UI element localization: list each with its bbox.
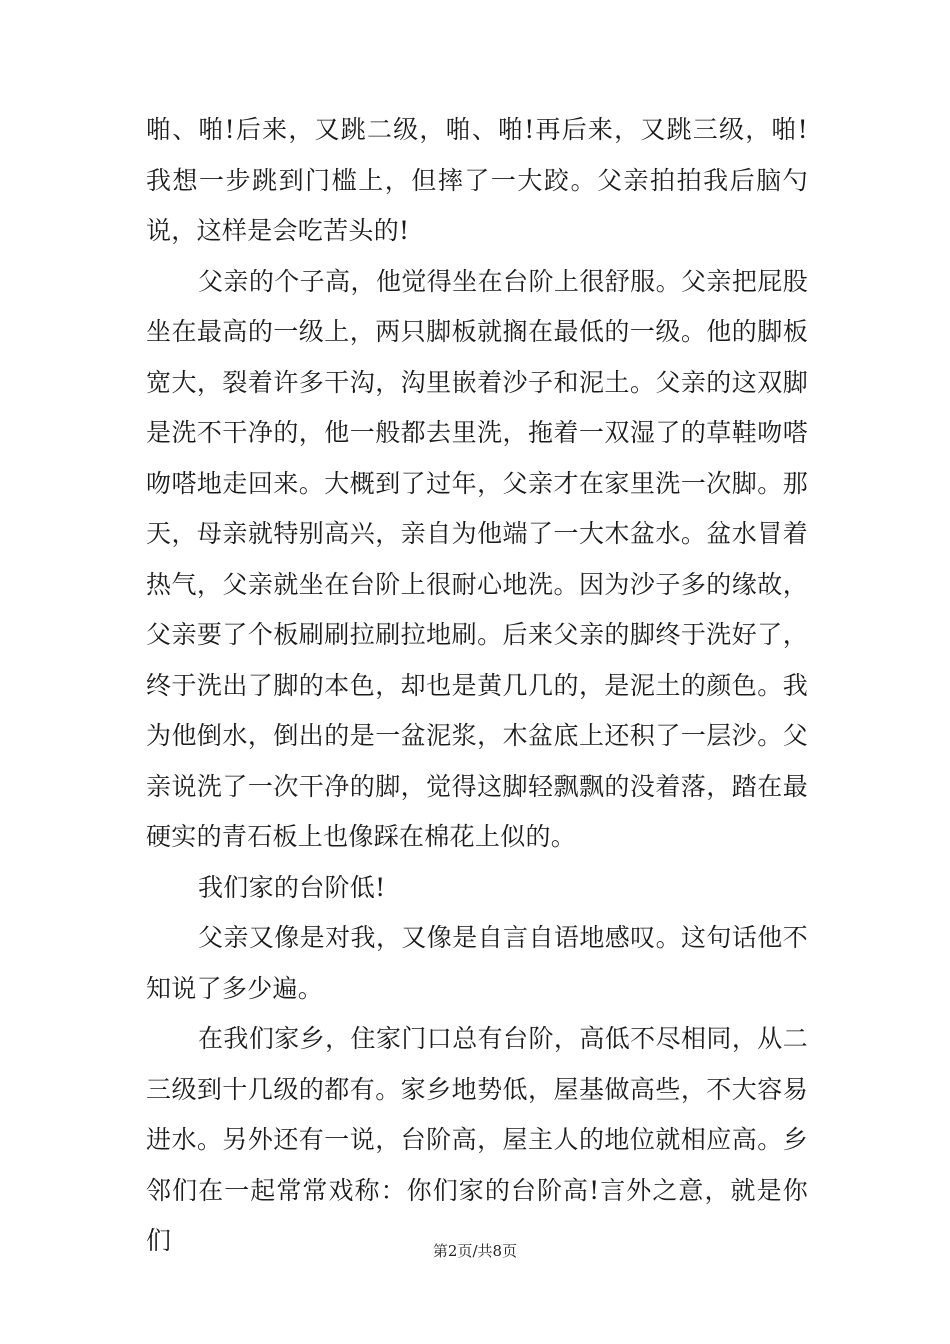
- paragraph-hometown: 在我们家乡，住家门口总有台阶，高低不尽相同，从二三级到十几级的都有。家乡地势低，屋基做高些，不大容易进水。另外还有一说，台阶高，屋主人的地位就相应高。乡邻们在一起常常戏称：你们家的台阶高!言外之意，就是你们: [146, 1024, 808, 1255]
- paragraph-continued: 啪、啪!后来，又跳二级，啪、啪!再后来，又跳三级，啪!我想一步跳到门槛上，但摔了一大跤。父亲拍拍我后脑勺说，这样是会吃苦头的!: [146, 115, 808, 245]
- paragraph-father-feet: 父亲的个子高，他觉得坐在台阶上很舒服。父亲把屁股坐在最高的一级上，两只脚板就搁在最低的一级。他的脚板宽大，裂着许多干沟，沟里嵌着沙子和泥土。父亲的这双脚是洗不干净的，他一般都去里洗，拖着一双湿了的草鞋吻嗒吻嗒地走回来。大概到了过年，父亲才在家里洗一次脚。那天，母亲就特别高兴，亲自为他端了一大木盆水。盆水冒着热气，父亲就坐在台阶上很耐心地洗。因为沙子多的缘故，父亲要了个板刷刷拉刷拉地刷。后来父亲的脚终于洗好了，终于洗出了脚的本色，却也是黄几几的，是泥土的颜色。我为他倒水，倒出的是一盆泥浆，木盆底上还积了一层沙。父亲说洗了一次干净的脚，觉得这脚轻飘飘的没着落，踏在最硬实的青石板上也像踩在棉花上似的。: [146, 266, 808, 851]
- paragraph-lament: 父亲又像是对我，又像是自言自语地感叹。这句话他不知说了多少遍。: [146, 923, 808, 1003]
- page-number-footer: 第2页/共8页: [432, 1242, 518, 1260]
- document-body: [146, 105, 808, 1267]
- paragraph-exclamation: 我们家的台阶低!: [198, 872, 386, 902]
